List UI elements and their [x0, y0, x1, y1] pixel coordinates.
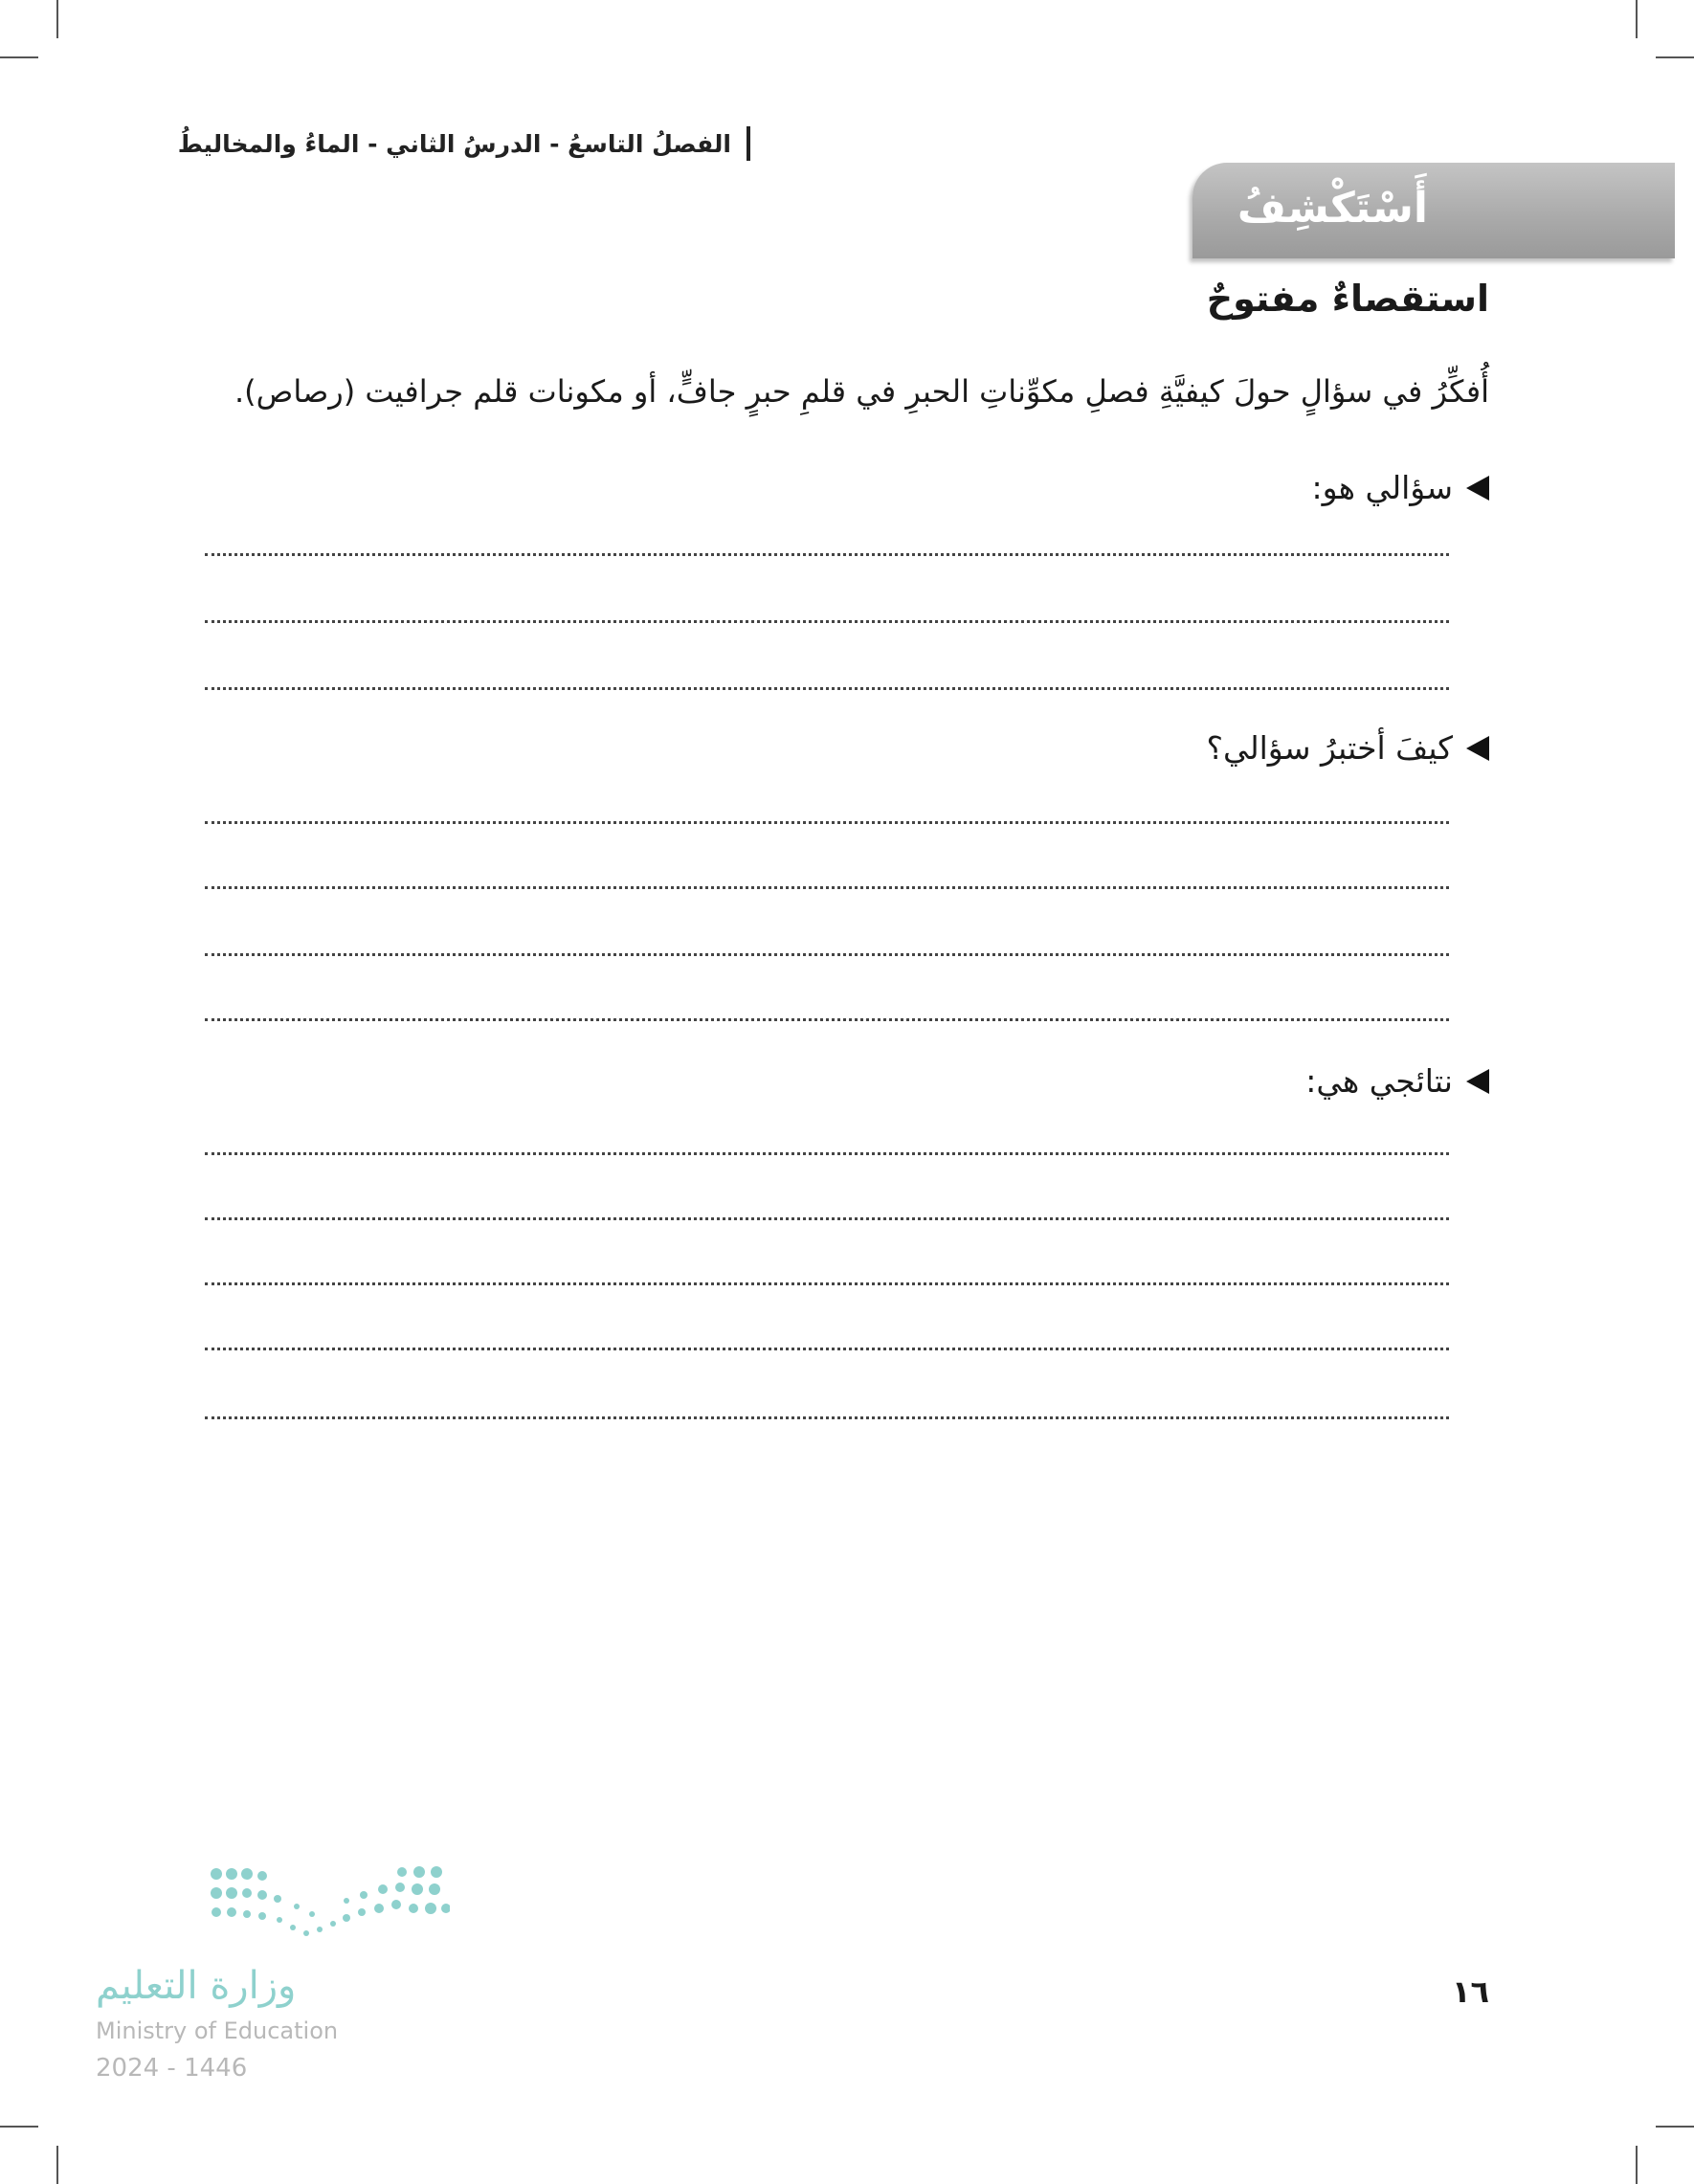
running-header — [178, 126, 750, 161]
answer-line[interactable] — [205, 886, 1449, 889]
header-divider — [747, 126, 750, 161]
answer-line[interactable] — [205, 1348, 1449, 1350]
page-title: استقصاءٌ مفتوحٌ — [1206, 278, 1489, 320]
answer-line[interactable] — [205, 1416, 1449, 1419]
ministry-year: 2024 - 1446 — [96, 2054, 248, 2083]
answer-line[interactable] — [205, 1018, 1449, 1021]
prompt-question — [1312, 469, 1490, 506]
triangle-bullet-icon — [1466, 1069, 1489, 1094]
crop-mark — [0, 56, 38, 58]
crop-mark — [56, 0, 58, 38]
prompt-label: نتائجي هي: — [1305, 1062, 1453, 1100]
crop-mark — [56, 2146, 58, 2184]
prompt-label: سؤالي هو: — [1311, 469, 1453, 506]
answer-line[interactable] — [205, 620, 1449, 623]
prompt-label: كيفَ أختبرُ سؤالي؟ — [1206, 729, 1453, 767]
answer-line[interactable] — [205, 553, 1449, 556]
answer-line[interactable] — [205, 1217, 1449, 1220]
header-text: الفصلُ التاسعُ - الدرسُ الثاني - الماءُ والمخاليطُ — [177, 129, 731, 158]
triangle-bullet-icon — [1466, 476, 1489, 501]
answer-line[interactable] — [205, 687, 1449, 690]
prompt-method — [1207, 729, 1489, 767]
crop-mark — [1636, 2146, 1638, 2184]
prompt-results — [1305, 1062, 1489, 1100]
crop-mark — [0, 2126, 38, 2128]
crop-mark — [1656, 56, 1694, 58]
page-number: ١٦ — [1451, 1973, 1489, 2010]
crop-mark — [1636, 0, 1638, 38]
crop-mark — [1656, 2126, 1694, 2128]
answer-line[interactable] — [205, 1152, 1449, 1155]
answer-line[interactable] — [205, 821, 1449, 824]
section-tab-label: أَسْتَكْشِفُ — [1237, 184, 1428, 233]
answer-line[interactable] — [205, 1282, 1449, 1285]
ministry-name-arabic: وزارة التعليم — [96, 1964, 297, 2008]
triangle-bullet-icon — [1466, 736, 1489, 761]
ministry-name-english: Ministry of Education — [96, 2017, 339, 2044]
ministry-dots-icon — [211, 1866, 450, 1945]
answer-line[interactable] — [205, 953, 1449, 956]
intro-text: أُفكِّرُ في سؤالٍ حولَ كيفيَّةِ فصلِ مكوِّناتِ الحبرِ في قلمِ حبرٍ جافٍّ، أو مكونات قلم جرافيت (رصاص). — [234, 373, 1489, 410]
